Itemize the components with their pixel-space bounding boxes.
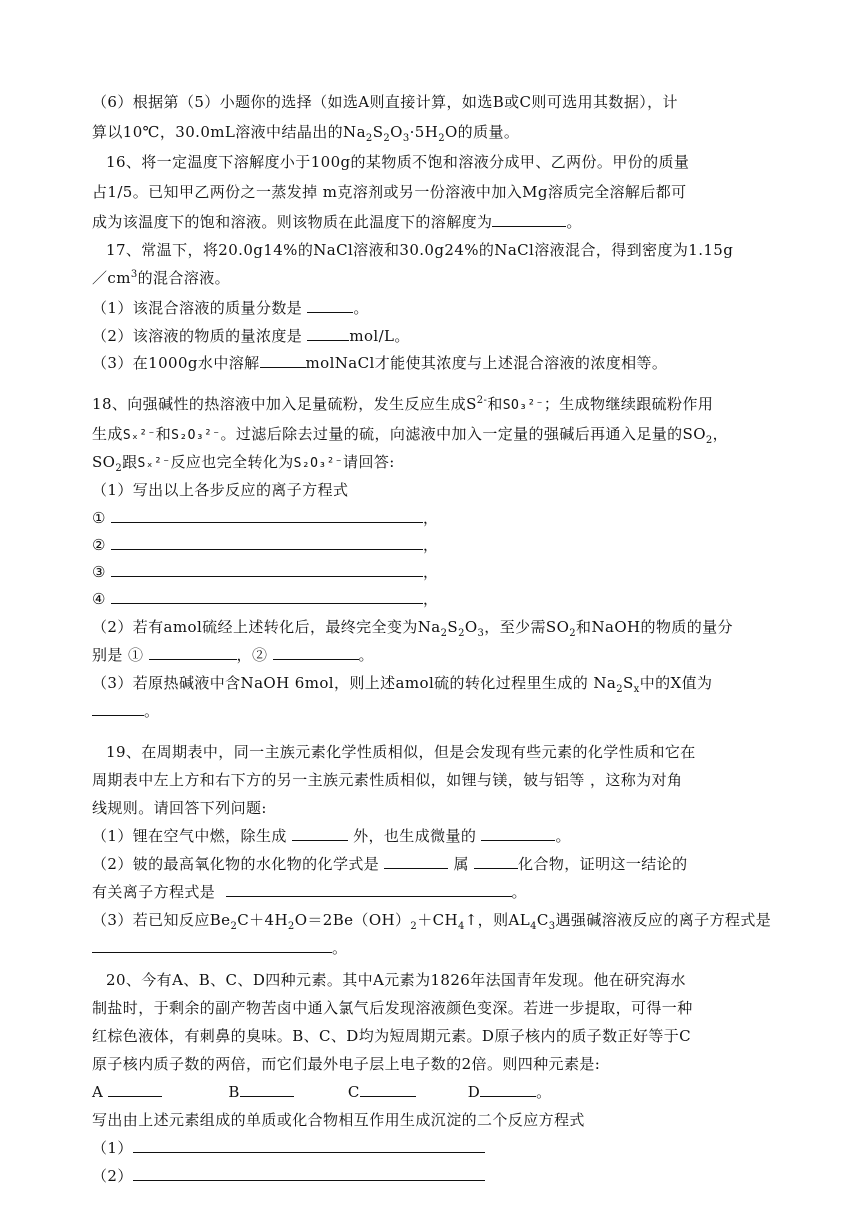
q19-part2-line1: （2）铍的最高氧化物的水化物的化学式是 属 化合物，证明这一结论的: [92, 855, 688, 873]
answer-blank[interactable]: [292, 827, 348, 841]
q18-part2-line2: 别是 ① ，② 。: [92, 646, 374, 664]
q18-part3-line1: （3）若原热碱液中含NaOH 6mol，则上述amol硫的转化过程里生成的 $Na_2S_x$中的X值为: [92, 674, 713, 695]
answer-blank[interactable]: [360, 1083, 416, 1097]
q17-line2: $/cm^3$的混合溶液。: [92, 269, 230, 287]
thiosulfate-ion: S₂O₃²⁻: [171, 428, 221, 443]
q18-part3-line2: 。: [92, 701, 159, 721]
thiosulfate-ion: S₂O₃²⁻: [293, 456, 344, 471]
answer-blank[interactable]: [384, 855, 448, 869]
answer-blank[interactable]: [273, 646, 359, 660]
q20-line4: 原子核内质子数的两倍，而它们最外电子层上电子数的2倍。则四种元素是:: [92, 1055, 601, 1073]
answer-blank[interactable]: [226, 883, 512, 897]
q16-line3: 成为该温度下的饱和溶液。则该物质在此温度下的溶解度为 。: [92, 213, 582, 231]
q18-part1: （1）写出以上各步反应的离子方程式: [92, 481, 349, 499]
q15-part6-line1: （6）根据第（5）小题你的选择（如选A则直接计算，如选B或C则可选用其数据），计: [92, 93, 678, 111]
q17-part2: （2）该溶液的物质的量浓度是 mol/L。: [92, 327, 410, 345]
answer-blank[interactable]: [111, 590, 423, 604]
q19-line2: 周期表中左上方和右下方的另一主族元素性质相似，如锂与镁，铍与铝等 ，这称为对角: [92, 771, 683, 789]
answer-blank[interactable]: [481, 827, 555, 841]
q18-equation-1: ① ，: [92, 509, 439, 527]
q18-part2-line1: （2）若有amol硫经上述转化后，最终完全变为$Na_2S_2O_3$，至少需$SO_2$和NaOH的物质的量分: [92, 618, 733, 639]
q18-equation-3: ③ ，: [92, 563, 439, 581]
q18-line2: 生成Sₓ²⁻和S₂O₃²⁻。过滤后除去过量的硫，向滤液中加入一定量的强碱后再通入足量的$SO_2$，: [92, 425, 729, 446]
answer-blank[interactable]: [240, 1083, 294, 1097]
q20-reaction-2: （2）: [92, 1166, 485, 1186]
q19-line1: 19、在周期表中，同一主族元素化学性质相似，但是会发现有些元素的化学性质和它在: [106, 743, 696, 761]
answer-blank[interactable]: [480, 1083, 536, 1097]
q15-part6-line2: 算以10℃，30.0mL溶液中结晶出的$Na_2S_2O_3\cdot 5H_2O$的质量。: [92, 123, 520, 144]
q20-elements-line: A B C D 。: [92, 1083, 552, 1101]
answer-blank[interactable]: [307, 327, 349, 341]
q19-part2-line2: 有关离子方程式是 。: [92, 883, 527, 901]
sulfite-ion: SO₃²⁻: [502, 398, 544, 413]
answer-blank[interactable]: [92, 702, 144, 716]
polysulfide-ion: Sₓ²⁻: [137, 456, 171, 471]
q18-equation-4: ④ ，: [92, 590, 439, 608]
answer-blank[interactable]: [474, 855, 518, 869]
answer-blank[interactable]: [111, 509, 423, 523]
polysulfide-ion: Sₓ²⁻: [122, 428, 156, 443]
answer-blank[interactable]: [492, 213, 566, 227]
q20-line1: 20、今有A、B、C、D四种元素。其中A元素为1826年法国青年发现。他在研究海水: [106, 971, 686, 989]
q20-reaction-1: （1）: [92, 1138, 485, 1158]
answer-blank[interactable]: [108, 1083, 162, 1097]
q19-part3-line1: （3）若已知反应$Be_2C+4H_2O=2Be(OH)_2+CH_4↑$，则$AL_4C_3$遇强碱溶液反应的离子方程式是: [92, 911, 772, 932]
answer-blank[interactable]: [111, 536, 423, 550]
q18-line1: 18、向强碱性的热溶液中加入足量硫粉，发生反应生成$S^{2-}$和SO₃²⁻；生成物继续跟硫粉作用: [92, 395, 714, 413]
answer-blank[interactable]: [92, 939, 332, 953]
q19-part3-line2: 。: [92, 938, 347, 958]
answer-blank[interactable]: [133, 1167, 485, 1181]
q19-line3: 线规则。请回答下列问题:: [92, 799, 267, 817]
answer-blank[interactable]: [149, 646, 237, 660]
q20-line6: 写出由上述元素组成的单质或化合物相互作用生成沉淀的二个反应方程式: [92, 1111, 585, 1129]
answer-blank[interactable]: [133, 1139, 485, 1153]
answer-blank[interactable]: [307, 299, 353, 313]
q20-line3: 红棕色液体，有刺鼻的臭味。B、C、D均为短周期元素。D原子核内的质子数正好等于C: [92, 1027, 692, 1045]
answer-blank[interactable]: [260, 354, 306, 368]
q17-line1: 17、常温下，将20.0g14%的NaCl溶液和30.0g24%的NaCl溶液混合，得到密度为1.15g: [106, 241, 734, 259]
q16-line2: 占1/5。已知甲乙两份之一蒸发掉 m克溶剂或另一份溶液中加入Mg溶质完全溶解后都可: [92, 183, 687, 201]
q18-line3: $SO_2$跟Sₓ²⁻反应也完全转化为S₂O₃²⁻请回答:: [92, 453, 395, 474]
q20-line2: 制盐时，于剩余的副产物苦卤中通入氯气后发现溶液颜色变深。若进一步提取，可得一种: [92, 999, 693, 1017]
q17-part3: （3）在1000g水中溶解 molNaCl才能使其浓度与上述混合溶液的浓度相等。: [92, 354, 668, 372]
answer-blank[interactable]: [111, 563, 423, 577]
q16-line1: 16、将一定温度下溶解度小于100g的某物质不饱和溶液分成甲、乙两份。甲份的质量: [106, 153, 690, 171]
q18-equation-2: ② ，: [92, 536, 439, 554]
q19-part1: （1）锂在空气中燃，除生成 外，也生成微量的 。: [92, 827, 571, 845]
q17-part1: （1）该混合溶液的质量分数是 。: [92, 299, 369, 317]
